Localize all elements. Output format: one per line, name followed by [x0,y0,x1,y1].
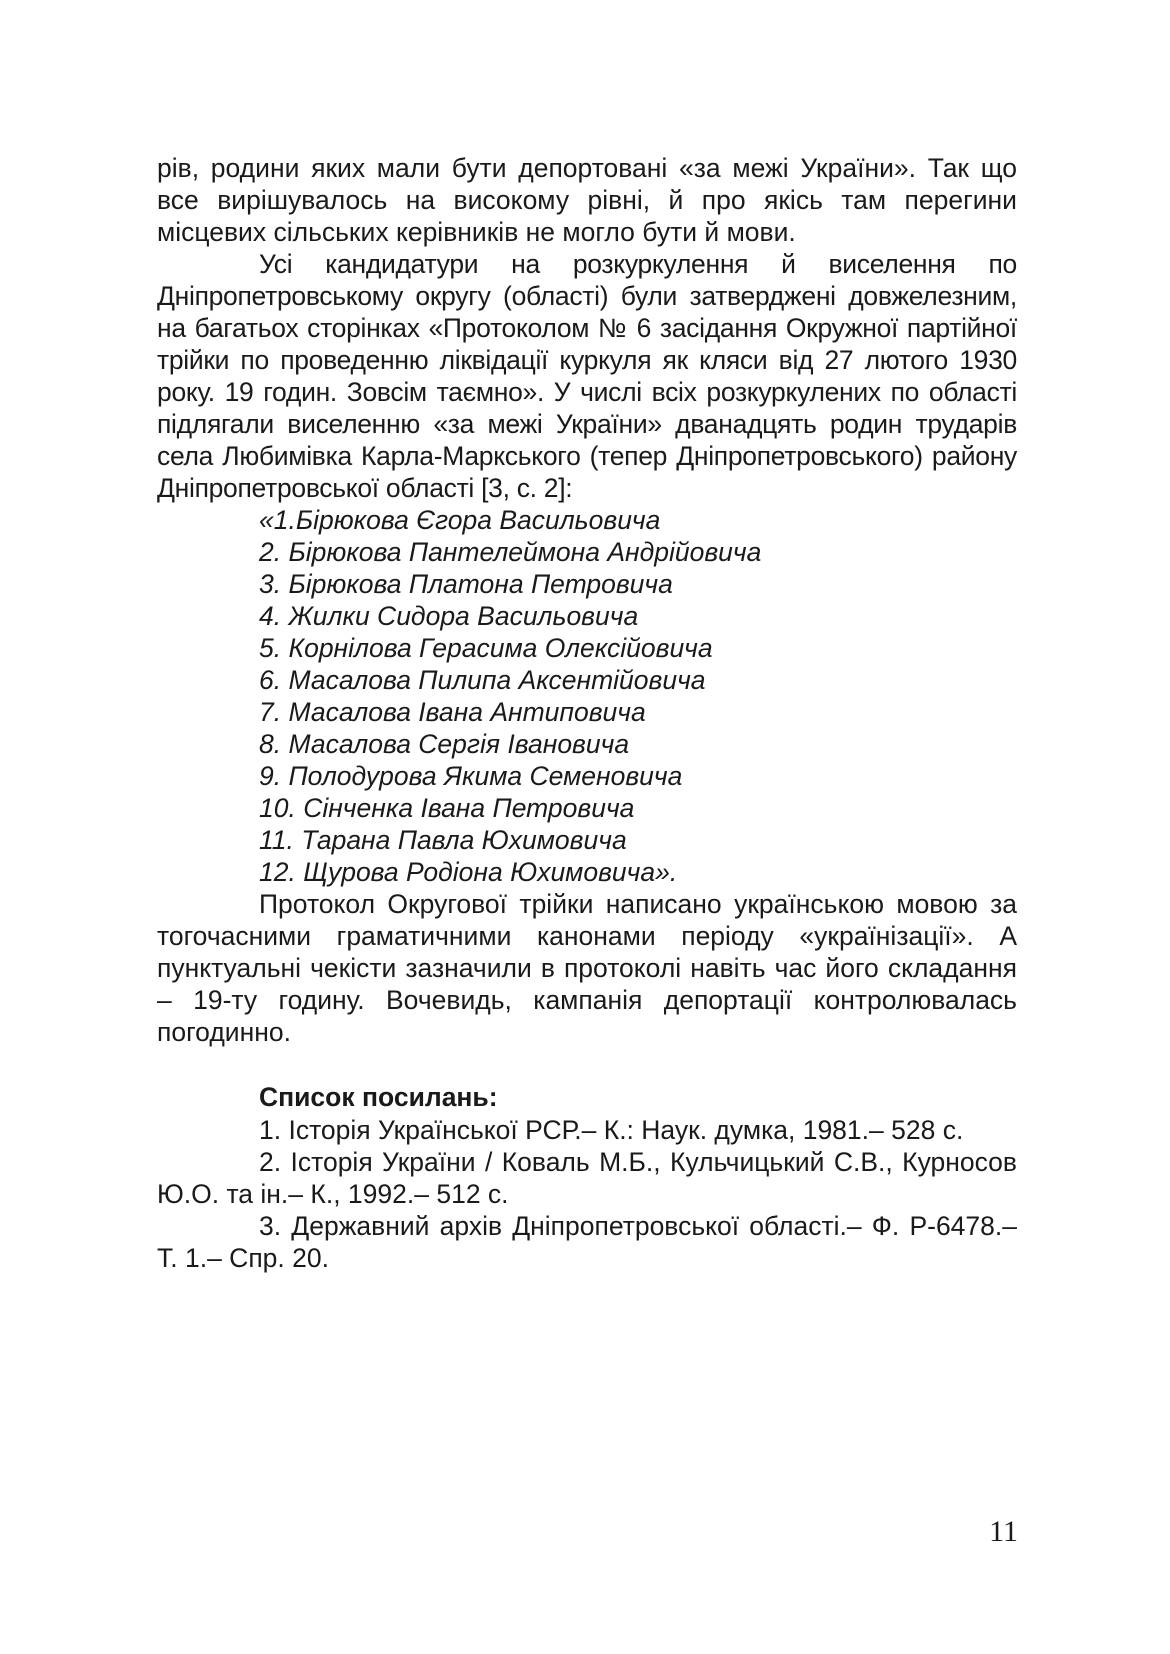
list-item: 5. Корнілова Герасима Олексійовича [259,633,713,663]
paragraph: Усі кандидатури на розкуркулення й виселення по Дніпропетровському округу (області) були затверджені довжелезним, на багатьох сторінках «Протоколом № 6 засідання Окружної партійної трійки по проведенню ліквідації куркуля як кляси від 27 лютого 1930 року. 19 годин. Зовсім таємно». У числі всіх розкуркулених по області підлягали виселенню «за межі України» дванадцять родин трударів села Любимівка Карла-Маркського (тепер Дніпропетровського) району Дніпропетровської області [3, с. 2]: [157,249,1017,503]
deportee-list [157,504,1017,888]
list-item: 4. Жилки Сидора Васильовича [259,601,639,631]
list-item: 8. Масалова Сергія Івановича [259,729,630,759]
reference-item: 3. Державний архів Дніпропетровської області.– Ф. Р-6478.– Т. 1.– Спр. 20. [157,1211,1017,1273]
list-item: «1.Бірюкова Єгора Васильовича [259,505,661,535]
list-item: 2. Бірюкова Пантелеймона Андрійовича [259,537,762,567]
list-item: 10. Сінченка Івана Петровича [259,793,635,823]
list-item: 12. Щурова Родіона Юхимовича». [259,857,678,887]
list-item: 3. Бірюкова Платона Петровича [259,569,673,599]
list-item: 7. Масалова Івана Антиповича [259,697,646,727]
list-item: 9. Полодурова Якима Семеновича [259,761,683,791]
list-item: 11. Тарана Павла Юхимовича [259,825,627,855]
reference-item: 2. Історія України / Коваль М.Б., Кульчицький С.В., Курносов Ю.О. та ін.– К., 1992.– 512 с. [157,1147,1017,1209]
page-content [157,152,1017,1274]
page-number: 11 [989,1515,1018,1548]
references-list [157,1114,1017,1274]
paragraph: Протокол Округової трійки написано українською мовою за тогочасними граматичними канонами періоду «українізації». А пунктуальні чекісти зазначили в протоколі навіть час його складання – 19-ту годину. Вочевидь, кампанія депортації контролювалась погодинно. [157,889,1017,1047]
paragraph: рів, родини яких мали бути депортовані «за межі України». Так що все вирішувалось на високому рівні, й про якісь там перегини місцевих сільських керівників не могло бути й мови. [157,153,1017,247]
references-heading: Список посилань: [259,1082,498,1112]
reference-item: 1. Історія Української РСР.– К.: Наук. думка, 1981.– 528 с. [259,1115,964,1145]
list-item: 6. Масалова Пилипа Аксентійовича [259,665,706,695]
